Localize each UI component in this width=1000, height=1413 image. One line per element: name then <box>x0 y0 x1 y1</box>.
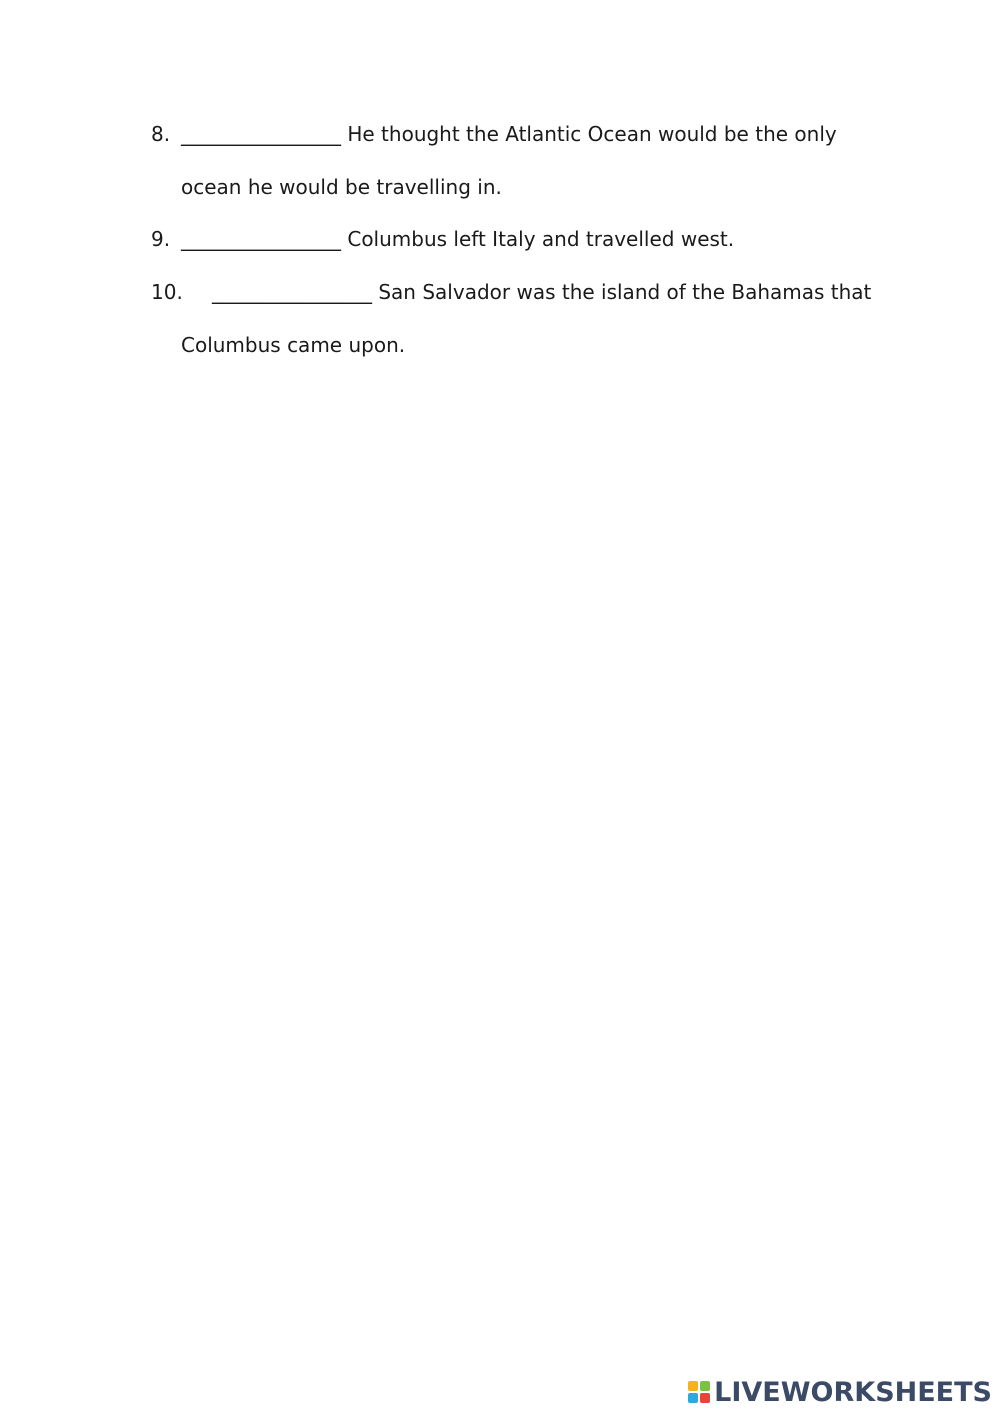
question-text: Columbus left Italy and travelled west. <box>347 227 735 251</box>
question-number: 8. <box>151 122 171 146</box>
question-text: He thought the Atlantic Ocean would be the only <box>347 122 837 146</box>
question-text: San Salvador was the island of the Bahamas that <box>378 280 872 304</box>
question-9-line-1 <box>151 226 734 252</box>
logo-square-yellow <box>688 1381 698 1391</box>
logo-text: LIVEWORKSHEETS <box>714 1376 992 1408</box>
answer-blank[interactable]: ________________ <box>212 280 372 304</box>
logo-square-red <box>700 1393 710 1403</box>
question-8-line-1 <box>151 121 837 147</box>
question-text-continued: ocean he would be travelling in. <box>181 175 502 199</box>
question-10-line-2 <box>181 332 405 358</box>
logo-square-blue <box>688 1393 698 1403</box>
question-text-continued: Columbus came upon. <box>181 333 406 357</box>
question-number: 9. <box>151 227 171 251</box>
question-8-line-2 <box>181 174 502 200</box>
question-number: 10. <box>151 280 183 304</box>
answer-blank[interactable]: ________________ <box>181 122 341 146</box>
answer-blank[interactable]: ________________ <box>181 227 341 251</box>
logo-square-green <box>700 1381 710 1391</box>
question-10-line-1 <box>151 279 871 305</box>
liveworksheets-logo <box>688 1377 992 1407</box>
logo-mark-icon <box>688 1381 710 1403</box>
